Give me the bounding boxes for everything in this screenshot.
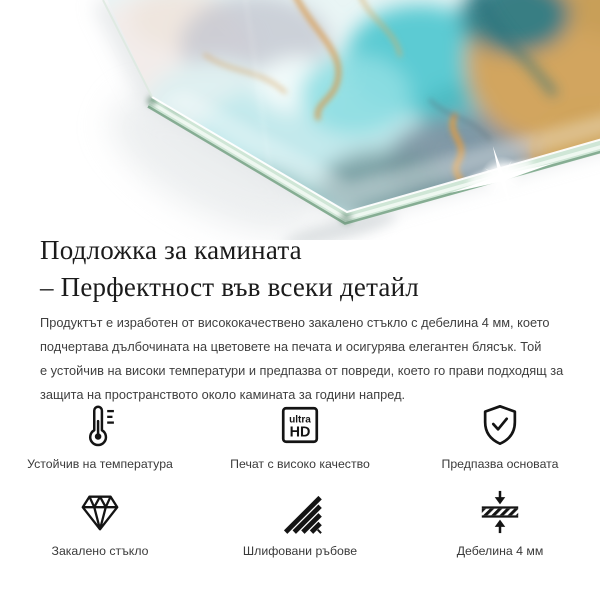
feature-label: Шлифовани ръбове (242, 544, 358, 558)
thickness-icon (477, 489, 523, 535)
product-photo (0, 0, 600, 240)
description-line: подчертава дълбочината на цветовете на печата и осигурява елегантен блясък. Той (40, 339, 542, 354)
hd-text: HD (289, 424, 311, 441)
feature-label: Закалено стъкло (51, 544, 149, 558)
feature-polished-edges (200, 489, 400, 559)
polished-edges-icon (277, 489, 323, 535)
feature-label: Печат с високо качество (230, 457, 370, 471)
feature-row-2 (0, 489, 600, 559)
thermometer-icon (77, 402, 123, 448)
feature-temperature (0, 402, 200, 472)
glass-panel-image (0, 0, 600, 240)
feature-print-quality (200, 402, 400, 472)
shield-check-icon (477, 402, 523, 448)
page-title (40, 232, 419, 306)
feature-label: Устойчив на температура (27, 457, 173, 471)
feature-thickness (400, 489, 600, 559)
ultra-text: ultra (289, 414, 311, 426)
feature-grid (0, 402, 600, 559)
feature-label: Предпазва основата (441, 457, 559, 471)
feature-label: Дебелина 4 мм (456, 544, 544, 558)
page-title-line2: – Перфектност във всеки детайл (40, 272, 419, 302)
description-line: защита на пространството около камината за години напред. (40, 387, 406, 402)
diamond-icon (77, 489, 123, 535)
product-description (40, 311, 563, 407)
page-title-line1: Подложка за камината (40, 235, 302, 265)
description-line: е устойчив на високи температури и предпазва от повреди, което го прави подходящ за (40, 363, 564, 378)
feature-protects-base (400, 402, 600, 472)
description-line: Продуктът е изработен от висококачествено закалено стъкло с дебелина 4 мм, което (40, 315, 550, 330)
ultra-hd-icon (277, 402, 323, 448)
feature-row-1 (0, 402, 600, 472)
feature-tempered-glass (0, 489, 200, 559)
